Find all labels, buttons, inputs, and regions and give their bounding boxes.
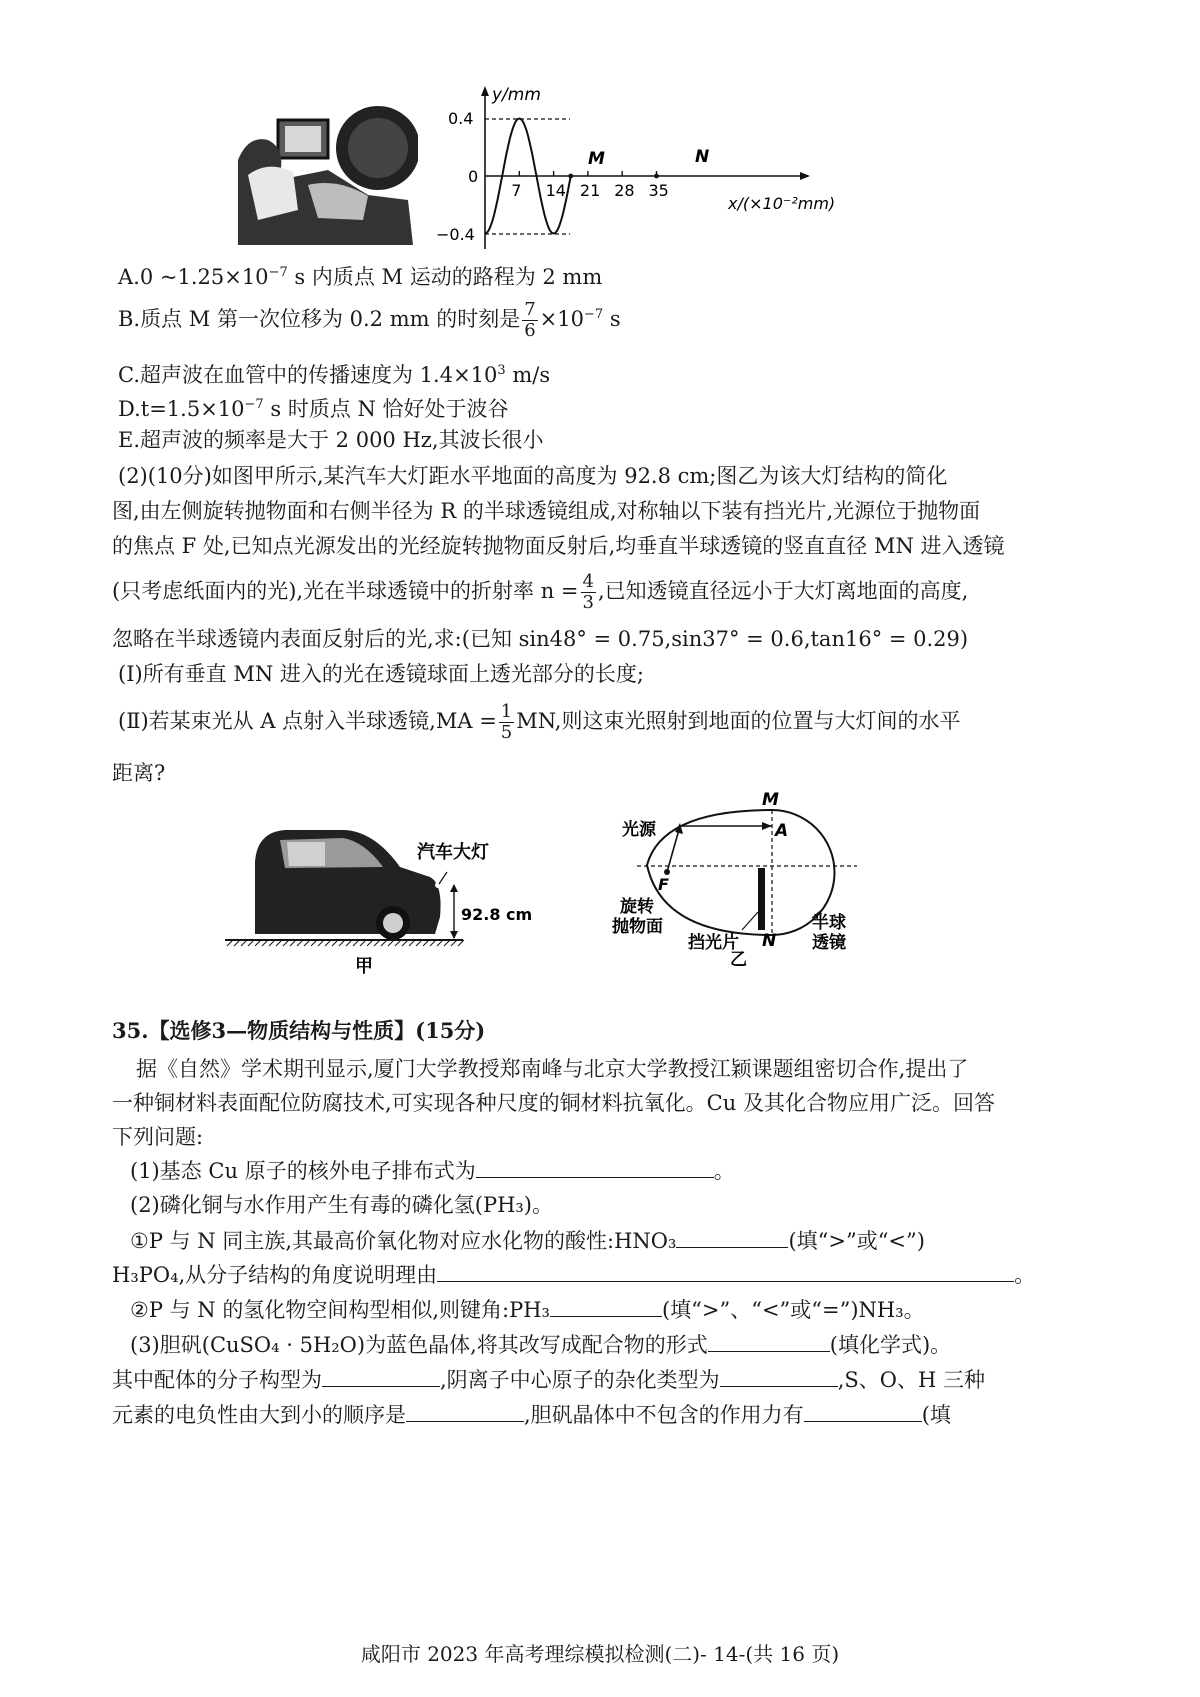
x-axis-label: x/(×10⁻²mm) (728, 194, 836, 213)
label-paraboloid-2: 抛物面 (612, 917, 663, 937)
page-footer: 咸阳市 2023 年高考理综模拟检测(二)- 14-(共 16 页) (360, 1642, 840, 1666)
y-axis-arrow (481, 86, 489, 96)
q35-part-2: (2)磷化铜与水作用产生有毒的磷化氢(PH₃)。 (130, 1193, 553, 1217)
caption-jia: 甲 (355, 956, 373, 977)
q35-part-2b: ②P 与 N 的氢化物空间构型相似,则键角:PH₃ (填“>”、“<”或“=”)NH₃。 (130, 1294, 925, 1325)
q35-title: 35.【选修3—物质结构与性质】(15分) (112, 1018, 486, 1043)
q2-line-4: (只考虑纸面内的光),光在半球透镜中的折射率 n = $\frac{4}{3}$ ,已知透镜直径远小于大灯离地面的高度, (112, 571, 969, 613)
option-d: $D.t=1.5\times 10^{-7}$ s 时质点 N 恰好处于波谷 (118, 397, 509, 421)
q35-part-3b: 其中配体的分子构型为 ,阴离子中心原子的杂化类型为 ,S、O、H 三种 (112, 1364, 985, 1395)
y-tick-zero: 0 (468, 167, 479, 186)
y-tick-top: 0.4 (448, 109, 474, 128)
label-source: 光源 (622, 820, 656, 840)
ultrasound-photo (238, 100, 418, 245)
label-paraboloid-1: 旋转 (620, 897, 654, 917)
label-m: M (762, 790, 779, 810)
q35-intro-1: 据《自然》学术期刊显示,厦门大学教授郑南峰与北京大学教授江颖课题组密切合作,提出了 (136, 1057, 969, 1081)
fraction-7-6: $\frac{7}{6}$ (524, 299, 536, 341)
answer-blank-8[interactable] (406, 1399, 524, 1422)
height-label: 92.8 cm (461, 905, 533, 924)
answer-blank-1[interactable] (476, 1155, 714, 1178)
q2-sub-2-line-2: 距离? (112, 761, 166, 785)
answer-blank-3[interactable] (437, 1259, 1014, 1282)
answer-blank-5[interactable] (708, 1329, 830, 1352)
fraction-1-5: $\frac{1}{5}$ (500, 701, 513, 743)
q2-sub-2: (Ⅱ)若某束光从 A 点射入半球透镜,MA = $\frac{1}{5}$ MN,则这束光照射到地面的位置与大灯间的水平 (118, 701, 961, 743)
q35-part-3: (3)胆矾(CuSO₄ · 5H₂O)为蓝色晶体,将其改写成配合物的形式 (填化学式)。 (130, 1329, 951, 1360)
light-shade (758, 868, 765, 930)
answer-blank-4[interactable] (550, 1294, 662, 1317)
point-n-label: N (695, 147, 710, 167)
q2-line-5: 忽略在半球透镜内表面反射后的光,求:(已知 sin48° = 0.75,sin37° = 0.6,tan16° = 0.29) (112, 627, 969, 651)
wave-chart (430, 84, 860, 254)
point-m-mark (568, 174, 573, 179)
answer-blank-2[interactable] (676, 1225, 788, 1248)
ray-arrow-2 (762, 822, 772, 830)
x-tick-label: 7 (511, 181, 522, 200)
label-lens-1: 半球 (812, 913, 846, 933)
option-b: B.质点 M 第一次位移为 0.2 mm 的时刻是 $\frac{7}{6}$ $\times 10^{-7}$ s (118, 299, 621, 341)
q35-part-3c: 元素的电负性由大到小的顺序是 ,胆矾晶体中不包含的作用力有 (填 (112, 1399, 951, 1430)
y-axis-label: y/mm (492, 85, 541, 105)
x-tick-label: 14 (545, 181, 566, 200)
label-shade: 挡光片 (688, 933, 739, 953)
car-figure (225, 822, 555, 982)
q2-line-2: 图,由左侧旋转抛物面和右侧半径为 R 的半球透镜组成,对称轴以下装有挡光片,光源位于抛物面 (112, 499, 981, 523)
label-n: N (762, 931, 777, 951)
point-m-label: M (588, 149, 605, 169)
option-c: C.超声波在血管中的传播速度为 $1.4\times 10^3$ m/s (118, 363, 551, 387)
car-wheel-hub (383, 913, 403, 933)
q2-sub-1: (Ⅰ)所有垂直 MN 进入的光在透镜球面上透光部分的长度; (118, 662, 644, 686)
point-n-mark (654, 174, 659, 179)
label-a: A (775, 821, 789, 841)
fraction-4-3: $\frac{4}{3}$ (582, 571, 594, 613)
q2-line-1: (2)(10分)如图甲所示,某汽车大灯距水平地面的高度为 92.8 cm;图乙为该大灯结构的简化 (118, 464, 948, 488)
height-arrow-bottom (450, 931, 458, 939)
q35-part-1: (1)基态 Cu 原子的核外电子排布式为 。 (130, 1155, 735, 1186)
answer-blank-7[interactable] (720, 1364, 838, 1387)
shade-pointer (742, 912, 758, 930)
answer-blank-6[interactable] (322, 1364, 440, 1387)
q35-part-2a: ①P 与 N 同主族,其最高价氧化物对应水化物的酸性:HNO₃ (填“>”或“<”) (130, 1225, 925, 1256)
label-f: F (658, 875, 669, 894)
x-tick-label: 21 (579, 181, 601, 200)
caption-yi: 乙 (730, 950, 747, 970)
answer-blank-9[interactable] (804, 1399, 922, 1422)
option-a: A.0 $\sim 1.25\times 10^{-7}$ s 内质点 M 运动的路程为 2 mm (118, 265, 603, 289)
y-tick-bottom: −0.4 (436, 225, 475, 244)
headlight-pointer (439, 872, 447, 884)
headlight-label: 汽车大灯 (417, 842, 489, 863)
lamp-figure (612, 790, 912, 970)
label-lens-2: 透镜 (812, 933, 846, 953)
q2-line-3: 的焦点 F 处,已知点光源发出的光经旋转抛物面反射后,均垂直半球透镜的竖直直径 MN 进入透镜 (112, 534, 1005, 558)
height-arrow-top (450, 884, 458, 892)
q35-part-2a-line-2: H₃PO₄,从分子结构的角度说明理由 。 (112, 1259, 1035, 1290)
q35-intro-2: 一种铜材料表面配位防腐技术,可实现各种尺度的铜材料抗氧化。Cu 及其化合物应用广泛。回答 (112, 1091, 995, 1115)
x-axis-arrow (800, 172, 810, 180)
q35-intro-3: 下列问题: (112, 1125, 204, 1149)
x-tick-label: 28 (614, 181, 635, 200)
car-window-2 (287, 842, 325, 866)
x-tick-label: 35 (648, 181, 669, 200)
option-e: E.超声波的频率是大于 2 000 Hz,其波长很小 (118, 428, 544, 452)
